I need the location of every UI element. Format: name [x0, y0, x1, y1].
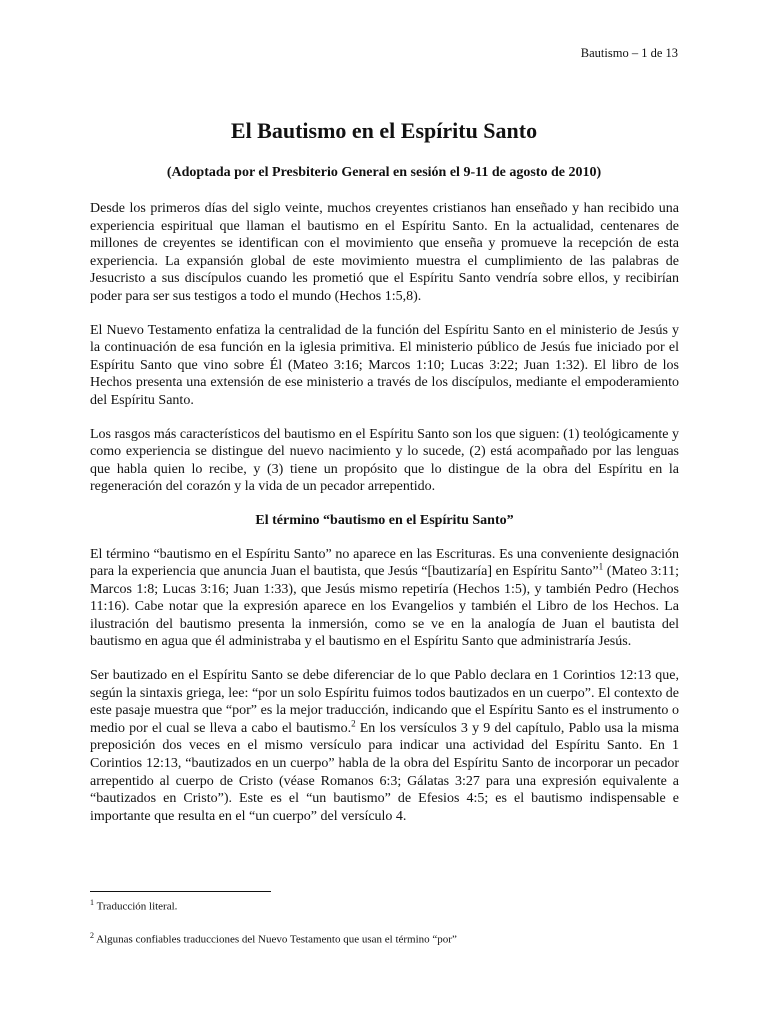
paragraph-new-testament: El Nuevo Testamento enfatiza la centralidad de la función del Espíritu Santo en el ministerio de Jesús y la continuación de esa función en la iglesia primitiva. El ministerio público de Jesús fue iniciado por el Espíritu Santo que vino sobre Él (Mateo 3:16; Marcos 1:10; Lucas 3:22; Juan 1:32). El libro de los Hechos presenta una extensión de ese ministerio a través de los discípulos, mediante el empoderamiento del Espíritu Santo. — [90, 322, 679, 408]
paragraph-corinthians-text-a: Ser bautizado en el Espíritu Santo se debe diferenciar de lo que Pablo declara en 1 Corintios 12:13 que, según la sintaxis griega, lee: “por un solo Espíritu fuimos todos bautizados en un cuerpo”. El contexto de este pasaje muestra que “por” es la mejor traducción, indicando que el Espíritu Santo es el instrumento o medio por el cual se lleva a cabo el bautismo. — [90, 668, 679, 736]
footnote-1-marker: 1 — [90, 898, 94, 907]
footnote-divider — [90, 891, 271, 892]
document-title: El Bautismo en el Espíritu Santo — [230, 118, 538, 143]
document-subtitle: (Adoptada por el Presbiterio General en sesión el 9-11 de agosto de 2010) — [166, 165, 602, 180]
paragraph-term-text-a: El término “bautismo en el Espíritu Santo” no aparece en las Escrituras. Es una conveniente designación para la experiencia que anuncia Juan el bautista, que Jesús “[bautizaría] en Espíritu Santo” — [90, 546, 679, 580]
paragraph-corinthians-text-b: En los versículos 3 y 9 del capítulo, Pablo usa la misma preposición dos veces en el mismo versículo para indicar una actividad del Espíritu Santo. En 1 Corintios 12:13, “bautizados en un cuerpo” habla de la obra del Espíritu Santo de incorporar un pecador arrepentido al cuerpo de Cristo (véase Romanos 6:3; Gálatas 3:27 para una expresión equivalente a “bautizados en Cristo”). Este es el “un bautismo” de Efesios 4:5; es el bautismo indispensable e importante que resulta en el “un cuerpo” del versículo 4. — [90, 720, 679, 824]
footnote-1-text: Traducción literal. — [96, 900, 178, 913]
footnote-ref-2[interactable]: 2 — [351, 718, 356, 729]
footnote-1 — [90, 898, 690, 913]
paragraph-term — [90, 546, 679, 652]
footnote-ref-1[interactable]: 1 — [598, 561, 604, 572]
paragraph-intro: Desde los primeros días del siglo veinte, muchos creyentes cristianos han enseñado y han recibido una experiencia espiritual que llaman el bautismo en el Espíritu Santo. En la actualidad, centenares de millones de creyentes se identifican con el movimiento que enseña y promueve la recepción de esta experiencia. La expansión global de este movimiento muestra el cumplimiento de las palabras de Jesucristo a sus discípulos cuando les prometió que el Espíritu Santo vendría sobre ellos, y recibirían poder para ser sus testigos a todo el mundo (Hechos 1:5,8). — [90, 201, 679, 304]
document-body — [90, 200, 679, 841]
section-heading: El término “bautismo en el Espíritu Santo” — [255, 512, 514, 528]
page-number-header: Bautismo – 1 de 13 — [580, 46, 678, 60]
paragraph-characteristics: Los rasgos más característicos del bautismo en el Espíritu Santo son los que siguen: (1) teológicamente y como experiencia se distingue del nuevo nacimiento y lo sucede, (2) está acompañado por las lenguas que habla quien lo recibe, y (3) tiene un propósito que lo distingue de la obra del Espíritu en la regeneración del corazón y la vida de un pecador arrepentido. — [90, 426, 679, 495]
footnote-2-marker: 2 — [90, 931, 94, 940]
paragraph-corinthians — [90, 667, 679, 825]
footnote-2 — [90, 931, 690, 946]
footnote-2-text: Algunas confiables traducciones del Nuevo Testamento que usan el término “por” — [96, 933, 457, 946]
paragraph-term-text-b: (Mateo 3:11; Marcos 1:8; Lucas 3:16; Juan 1:33), que Jesús mismo repetiría (Hechos 1:5), y también Pedro (Hechos 11:16). Cabe notar que la expresión aparece en los Evangelios y también el Libro de los Hechos. La ilustración del bautismo presenta la inmersión, como se ve en la analogía de Juan el bautista del bautismo en agua que él administraba y el bautismo en el Espíritu Santo que administraría Jesús. — [90, 564, 680, 650]
